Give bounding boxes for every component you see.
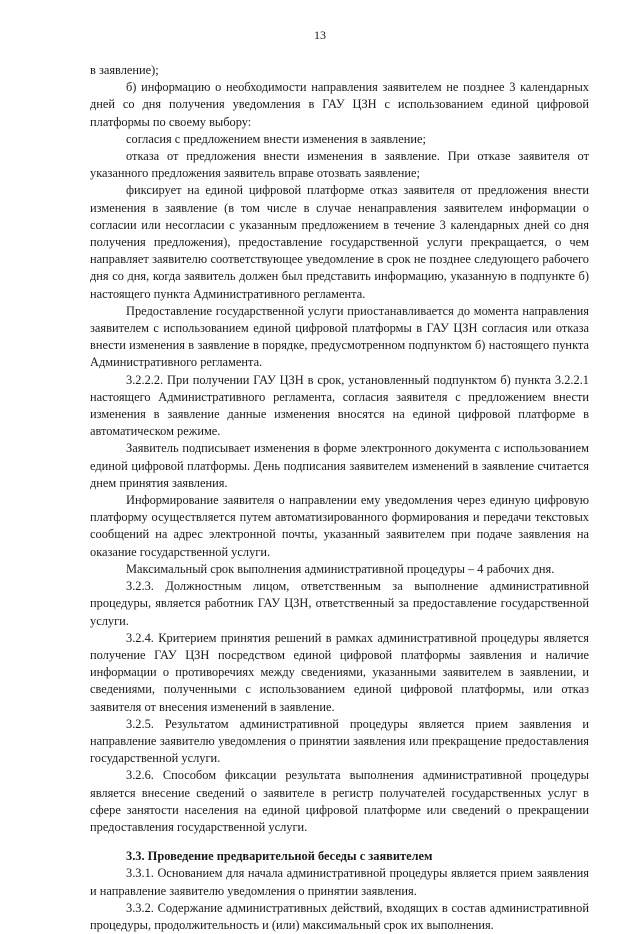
- section-heading: 3.3. Проведение предварительной беседы с заявителем: [126, 849, 433, 864]
- paragraph: 3.2.6. Способом фиксации результата выполнения административной процедуры является внесение сведений о заявителе в регистр получателей государственных услуг в сфере занятости населения на единой цифровой платформе или сведений о прекращении предоставления государственной услуги.: [90, 768, 589, 834]
- document-body: [90, 62, 589, 934]
- page-number: 13: [314, 28, 326, 42]
- paragraph: Заявитель подписывает изменения в форме электронного документа с использованием единой цифровой платформы. День подписания заявителем изменений в заявление считается днем принятия заявления.: [90, 441, 589, 490]
- paragraph: 3.2.2.2. При получении ГАУ ЦЗН в срок, установленный подпунктом б) пункта 3.2.2.1 настоящего Административного регламента, согласия заявителя с предложением внести изменения в заявление данные изменения вносятся на единой цифровой платформе в автоматическом режиме.: [90, 372, 589, 439]
- paragraph: в заявление);: [90, 63, 159, 77]
- paragraph: 3.2.4. Критерием принятия решений в рамках административной процедуры является получение ГАУ ЦЗН посредством единой цифровой платформы заявления и наличие информации о противоречиях между сведениями, указанными заявителем в заявлении, и сведениями, полученными с использованием единой цифровой платформы, или отказ заявителя от внесения изменений в заявление.: [90, 630, 589, 714]
- paragraph: отказа от предложения внести изменения в заявление. При отказе заявителя от указанного предложения заявитель вправе отозвать заявление;: [90, 149, 589, 181]
- paragraph: 3.3.2. Содержание административных действий, входящих в состав административной процедуры, продолжительность и (или) максимальный срок их выполнения.: [90, 900, 589, 932]
- paragraph: Предоставление государственной услуги приостанавливается до момента направления заявителем с использованием единой цифровой платформы в ГАУ ЦЗН согласия или отказа внести изменения в заявление в порядке, предусмотренном подпунктом б) настоящего пункта Административного регламента.: [90, 303, 589, 370]
- paragraph: Информирование заявителя о направлении ему уведомления через единую цифровую платформу осуществляется путем автоматизированного формирования и передачи текстовых сообщений на адрес электронной почты, указанный заявителем при подаче заявления на оказание государственной услуги.: [90, 493, 589, 559]
- paragraph: Максимальный срок выполнения административной процедуры – 4 рабочих дня.: [126, 561, 555, 576]
- paragraph: 3.2.3. Должностным лицом, ответственным за выполнение административной процедуры, является работник ГАУ ЦЗН, ответственный за предоставление государственной услуги.: [90, 579, 589, 628]
- paragraph: фиксирует на единой цифровой платформе отказ заявителя от предложения внести изменения в заявление (в том числе в случае ненаправления заявителем информации о согласии или несогласии с указанным предложением в течение 3 календарных дней со дня получения предложения), предоставление государственной услуги прекращается, о чем направляет заявителю соответствующее уведомление в срок не позднее следующего рабочего дня со дня, когда заявитель должен был представить информацию, указанную в подпункте б) настоящего пункта Административного регламента.: [90, 183, 589, 301]
- paragraph: 3.3.1. Основанием для начала административной процедуры является прием заявления и направление заявителю уведомления о принятии заявления.: [90, 866, 589, 898]
- paragraph: согласия с предложением внести изменения в заявление;: [126, 131, 426, 146]
- paragraph: 3.2.5. Результатом административной процедуры является прием заявления и направление заявителю уведомления о принятии заявления или прекращение предоставления государственной услуги.: [90, 716, 589, 766]
- paragraph: б) информацию о необходимости направления заявителем не позднее 3 календарных дней со дня получения уведомления в ГАУ ЦЗН с использованием единой цифровой платформы по своему выбору:: [90, 80, 589, 129]
